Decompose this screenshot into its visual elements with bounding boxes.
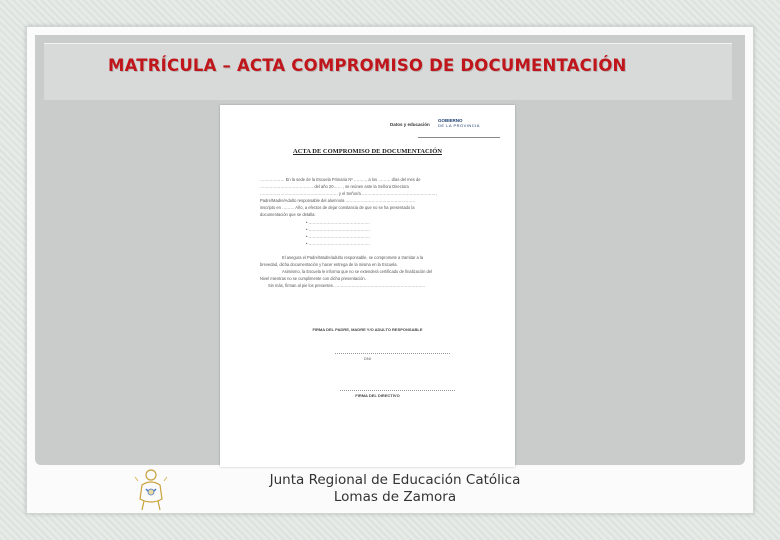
document-line: Nivel mientras no se cumplimente con dicha presentación. [260,276,366,282]
document-bullet: • ……………………………………… [306,240,370,246]
document-line: ………………………………… del año 20…… , se reúnen ante la Señora Directora [260,184,409,190]
document-bullet: • ……………………………………… [306,233,370,239]
document-line: documentación que se detalla: [260,212,316,218]
document-header-rule [418,137,500,138]
document-blank-line [260,247,475,254]
government-logo [438,118,498,128]
document-body [260,176,475,289]
government-logo-line2: DE LA PROVINCIA [438,123,480,128]
document-line: inscripto en ……… Año, a efectos de dejar constancia de que no se ha presentado la [260,205,415,211]
document-line: brevedad, dicha documentación y hacer entrega de la misma en la Escuela. [260,262,398,268]
footer [200,472,590,506]
document-bullet: • ……………………………………… [306,219,370,225]
catholic-education-logo-icon [132,465,170,513]
document-line: Asimismo, la Escuela le informa que no se extenderá certificado de finalización del [282,269,432,275]
document-line: El asegura el Padre/Madre/adulto responsable, se compromete a tramitar a la [282,254,424,260]
title-box [44,43,732,100]
slide-title: MATRÍCULA – ACTA COMPROMISO DE DOCUMENTACIÓN [108,56,627,75]
document-image [220,105,515,467]
document-title: ACTA DE COMPROMISO DE DOCUMENTACIÓN [293,148,442,155]
parent-signature-label: FIRMA DEL PADRE, MADRE Y/O ADULTO RESPONSABLE [312,327,423,332]
government-logo-line1: GOBIERNO [438,118,463,123]
document-bullet: • ……………………………………… [306,226,370,232]
director-signature-label: FIRMA DEL DIRECTIVO [355,393,400,398]
document-line: Sin más, firman al pie los presentes. ………………………………………………………… [268,283,426,289]
document-line: ………………………………………………… y el Señor/a ………………………………………………, [260,191,437,197]
document-line: Padre/Madre/Adulto responsable del alumno/a …………………………………………… [260,198,416,204]
footer-line-1: Junta Regional de Educación Católica [269,472,521,488]
signature-line [335,353,450,354]
dni-label: DNI [364,356,371,361]
footer-line-2: Lomas de Zamora [333,489,457,505]
document-header-left: Datos y educación [390,122,430,127]
document-line: ……………… En la sede de la Escuela Primaria Nº ………, a los ……… días del mes de [260,177,421,182]
signature-line [340,390,455,391]
